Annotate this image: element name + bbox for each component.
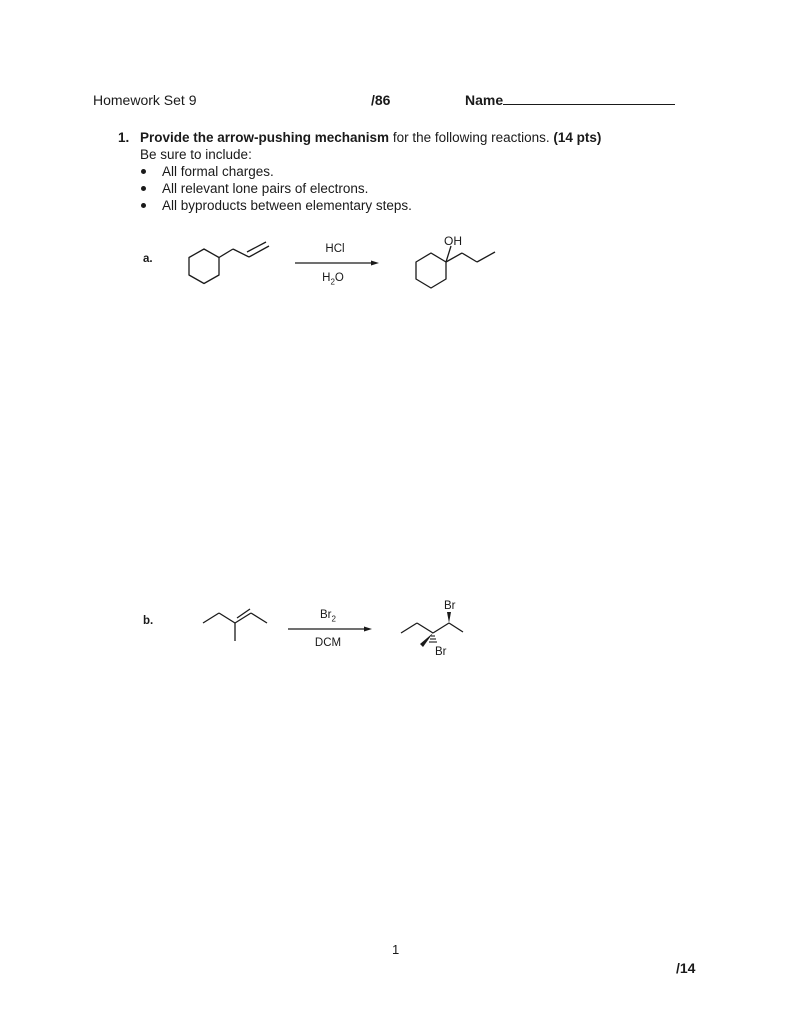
requirements-list: [138, 163, 412, 214]
list-item: All relevant lone pairs of electrons.: [138, 180, 412, 197]
reagent-a-below: [293, 272, 373, 286]
reaction-arrow-a: [295, 258, 380, 268]
reagent-b-above-sub: 2: [331, 614, 336, 624]
reagent-b-above-main: Br: [320, 609, 332, 621]
part-a-label: a.: [143, 253, 153, 265]
product-a-structure: [405, 228, 505, 298]
product-b-br-bottom: Br: [435, 646, 447, 658]
question-points: (14 pts): [553, 130, 602, 145]
question-number: 1.: [118, 130, 130, 145]
page-number: 1: [392, 942, 400, 957]
name-label: Name: [465, 92, 504, 108]
reactant-b-structure: [195, 603, 275, 648]
reagent-a-below-sub: 2: [330, 277, 335, 287]
question-score: /14: [676, 960, 696, 976]
total-score: /86: [371, 92, 391, 108]
name-field: [465, 92, 675, 108]
reaction-arrow-b: [288, 624, 373, 634]
reagent-b-below: DCM: [314, 637, 342, 649]
include-intro: Be sure to include:: [140, 147, 252, 162]
question-prompt: [140, 129, 601, 146]
product-b-structure: [395, 595, 475, 665]
product-b-br-top: Br: [444, 600, 456, 612]
homework-title: Homework Set 9: [93, 92, 197, 108]
prompt-bold: Provide the arrow-pushing mechanism: [140, 130, 390, 145]
list-item: All formal charges.: [138, 163, 412, 180]
name-blank-line: [503, 92, 675, 105]
reagent-a-below-tail: O: [334, 272, 344, 284]
prompt-rest: for the following reactions.: [389, 130, 554, 145]
part-b-label: b.: [143, 615, 154, 627]
list-item: All byproducts between elementary steps.: [138, 197, 412, 214]
product-a-oh-label: OH: [444, 234, 462, 248]
reagent-a-below-main: H: [322, 272, 331, 284]
reagent-a-above: HCl: [325, 243, 345, 255]
reactant-a-structure: [180, 235, 280, 295]
reagent-b-above: [288, 609, 368, 623]
